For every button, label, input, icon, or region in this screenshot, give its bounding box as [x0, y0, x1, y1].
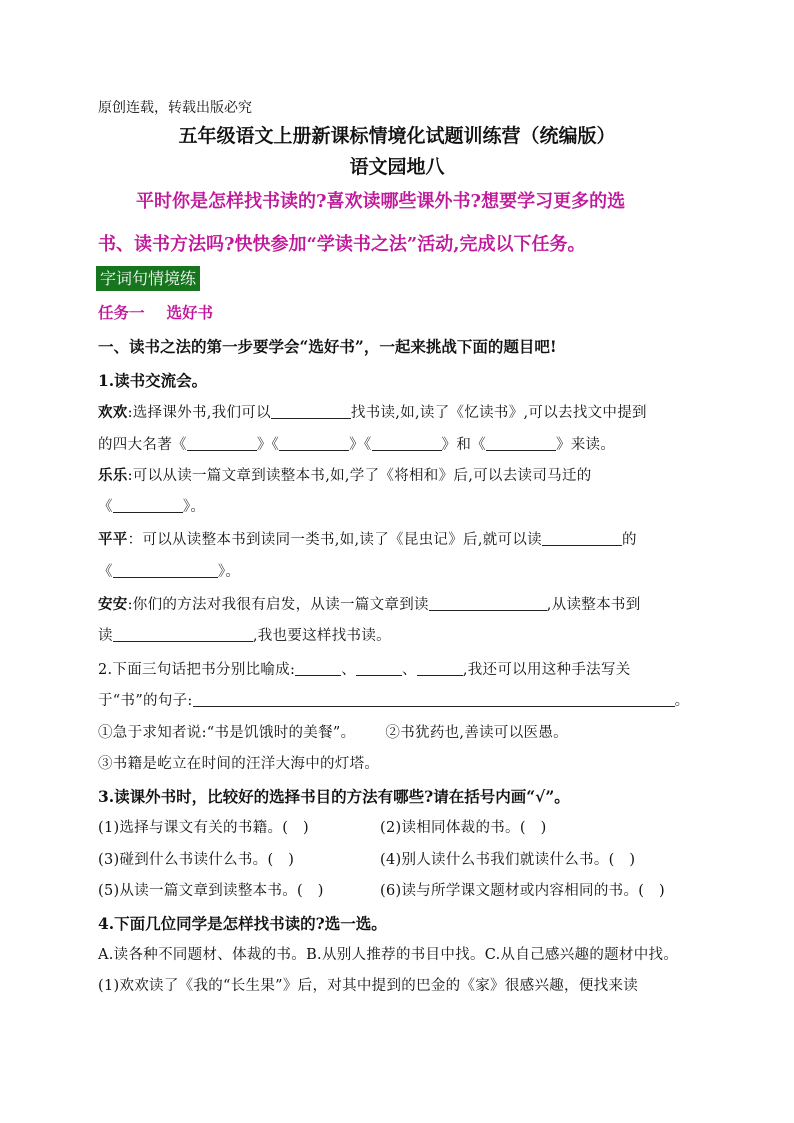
- speaker-huanhuan: 欢欢: [98, 404, 128, 421]
- q1-pingping-line-1: 平平：可以从读整本书到读同一类书,如,读了《昆虫记》后,就可以读 的: [98, 531, 637, 548]
- q1-anan-line-2: 读 ,我也要这样找书读。: [98, 628, 391, 644]
- answer-blank[interactable]: [356, 660, 402, 676]
- q4-sentence-1: (1)欢欢读了《我的“长生果”》后，对其中提到的巴金的《家》很感兴趣，便找来读: [98, 978, 639, 994]
- answer-blank[interactable]: [279, 435, 349, 451]
- q3-title: 3.读课外书时，比较好的选择书目的方法有哪些?请在括号内画“√”。: [98, 787, 570, 806]
- answer-blank[interactable]: [113, 562, 218, 578]
- answer-blank[interactable]: [417, 660, 463, 676]
- part-1-instruction: 一、读书之法的第一步要学会“选好书”，一起来挑战下面的题目吧!: [98, 337, 557, 356]
- answer-blank[interactable]: [542, 530, 622, 546]
- answer-blank[interactable]: [271, 403, 351, 419]
- q3-option-5[interactable]: (5)从读一篇文章到读整本书。( ): [98, 883, 324, 899]
- section-heading: 字词句情境练: [96, 266, 200, 291]
- q2-sentences-line-1: [98, 723, 568, 743]
- task-name: 选好书: [166, 303, 214, 322]
- q1-anan-line-1: 安安:你们的方法对我很有启发，从读一篇文章到读 ,从读整本书到: [98, 596, 641, 613]
- intro-line-2: 书、读书方法吗?快快参加“学读书之法”活动,完成以下任务。: [98, 234, 586, 255]
- answer-blank[interactable]: [113, 497, 183, 513]
- document-subtitle: 语文园地八: [349, 156, 445, 178]
- intro-line-1: 平时你是怎样找书读的?喜欢读哪些课外书?想要学习更多的选: [136, 191, 626, 212]
- q1-pingping-line-2: 《 》。: [98, 564, 241, 580]
- answer-blank[interactable]: [486, 435, 556, 451]
- q1-lele-line-2: 《 》。: [98, 499, 206, 515]
- header-note: 原创连载，转载出版必究: [98, 100, 252, 116]
- speaker-anan: 安安: [98, 596, 128, 613]
- q1-lele-line-1: 乐乐:可以从读一篇文章到读整本书,如,学了《将相和》后,可以去读司马迁的: [98, 467, 592, 484]
- q1-title: 1.读书交流会。: [98, 371, 208, 390]
- q2-line-2: 于“书”的句子: 。: [98, 693, 690, 709]
- q1-huanhuan-line-2: 的四大名著《 》《 》《 》和《 》来读。: [98, 437, 616, 453]
- speaker-pingping: 平平: [98, 531, 128, 548]
- task-heading: [98, 303, 213, 323]
- answer-blank[interactable]: [187, 435, 257, 451]
- q1-huanhuan-line-1: 欢欢:选择课外书,我们可以 找书读,如,读了《忆读书》,可以去找文中提到: [98, 404, 647, 421]
- speaker-lele: 乐乐: [98, 467, 128, 484]
- document-title: 五年级语文上册新课标情境化试题训练营（统编版）: [178, 125, 616, 147]
- q2-sentence-2: ②书犹药也,善读可以医愚。: [385, 725, 568, 741]
- q4-options: A.读各种不同题材、体裁的书。B.从别人推荐的书目中找。C.从自己感兴趣的题材中找。: [98, 947, 679, 963]
- answer-blank[interactable]: [113, 626, 253, 642]
- q3-option-6[interactable]: (6)读与所学课文题材或内容相同的书。( ): [380, 883, 665, 899]
- q2-sentence-3: ③书籍是屹立在时间的汪洋大海中的灯塔。: [98, 756, 380, 772]
- q2-sentence-1: ①急于求知者说:“书是饥饿时的美餐”。: [98, 725, 356, 741]
- task-label: 任务一: [98, 303, 145, 322]
- answer-blank[interactable]: [372, 435, 442, 451]
- q2-line-1: 2.下面三句话把书分别比喻成: 、 、 ,我还可以用这种手法写关: [98, 662, 631, 678]
- q3-option-3[interactable]: (3)碰到什么书读什么书。( ): [98, 852, 295, 868]
- q3-option-1[interactable]: (1)选择与课文有关的书籍。( ): [98, 820, 309, 836]
- answer-blank[interactable]: [193, 691, 675, 707]
- q4-title: 4.下面几位同学是怎样找书读的?选一选。: [98, 914, 387, 933]
- answer-blank[interactable]: [295, 660, 341, 676]
- q3-option-2[interactable]: (2)读相同体裁的书。( ): [380, 820, 547, 836]
- q3-option-4[interactable]: (4)别人读什么书我们就读什么书。( ): [380, 852, 636, 868]
- answer-blank[interactable]: [429, 595, 547, 611]
